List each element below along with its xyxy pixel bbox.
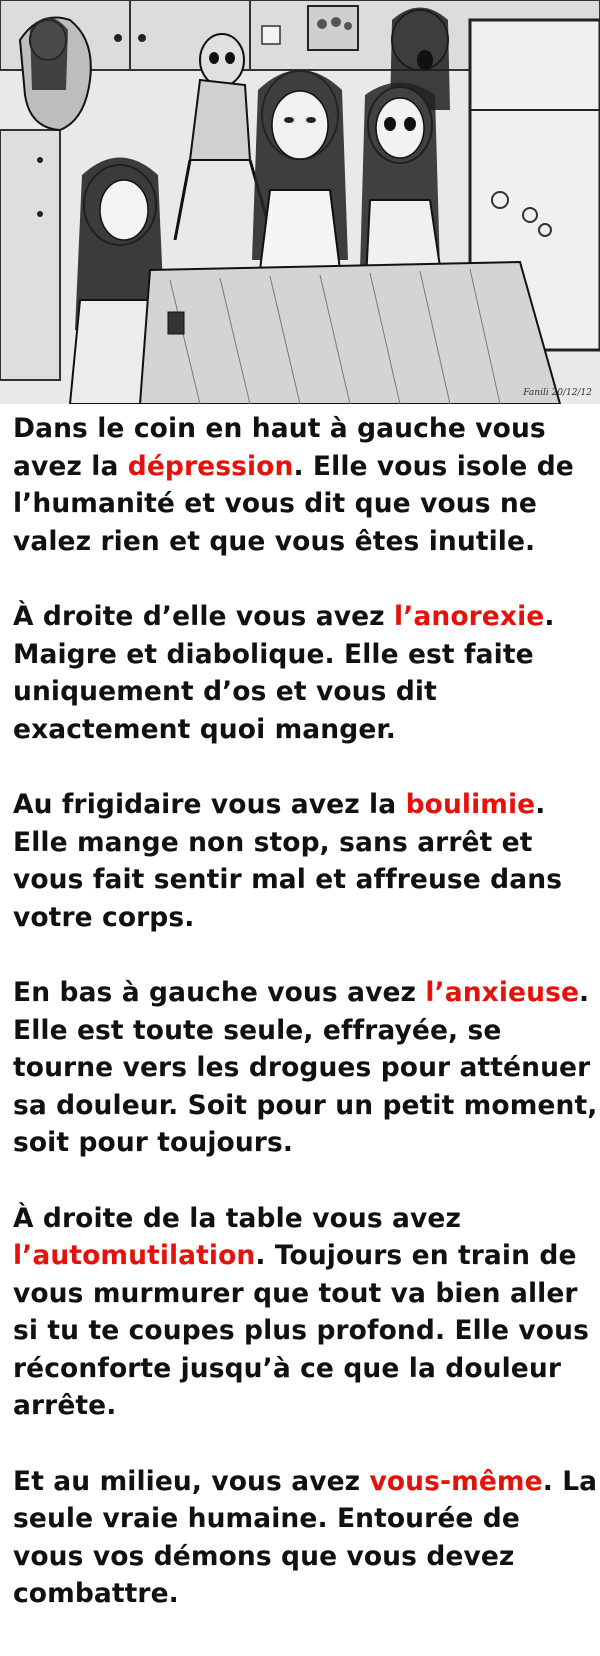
kitchen-illustration [0,0,600,404]
paragraph-depression: Dans le coin en haut à gauche vous avez la dépression. Elle vous isole de l’humanité et vous dit que vous ne valez rien et que vous êtes inutile. [13,413,574,557]
highlight-anorexia: l’anorexie [394,601,545,632]
highlight-self-harm: l’automutilation [13,1240,256,1271]
highlight-anxiety: l’anxieuse [425,977,580,1008]
paragraph-anxiety: En bas à gauche vous avez l’anxieuse. Elle est toute seule, effrayée, se tourne vers les drogues pour atténuer sa douleur. Soit pour un petit moment, soit pour toujours. [13,977,598,1158]
paragraph-self-harm: À droite de la table vous avez l’automutilation. Toujours en train de vous murmurer que tout va bien aller si tu te coupes plus profond. Elle vous réconforte jusqu’à ce que la douleur arrête. [13,1202,589,1421]
paragraph-anorexia: À droite d’elle vous avez l’anorexie. Maigre et diabolique. Elle est faite uniquement d’os et vous dit exactement quoi manger. [13,601,555,745]
highlight-bulimia: boulimie [405,789,536,820]
artist-signature: Fanili 20/12/12 [523,388,592,398]
paragraph-self: Et au milieu, vous avez vous-même. La seule vraie humaine. Entourée de vous vos démons que vous devez combattre. [13,1465,598,1609]
highlight-self: vous-même [369,1465,543,1497]
paragraph-bulimia: Au frigidaire vous avez la boulimie. Elle mange non stop, sans arrêt et vous fait sentir mal et affreuse dans votre corps. [13,789,563,933]
highlight-depression: dépression [127,450,294,482]
caption-text [13,410,598,1651]
